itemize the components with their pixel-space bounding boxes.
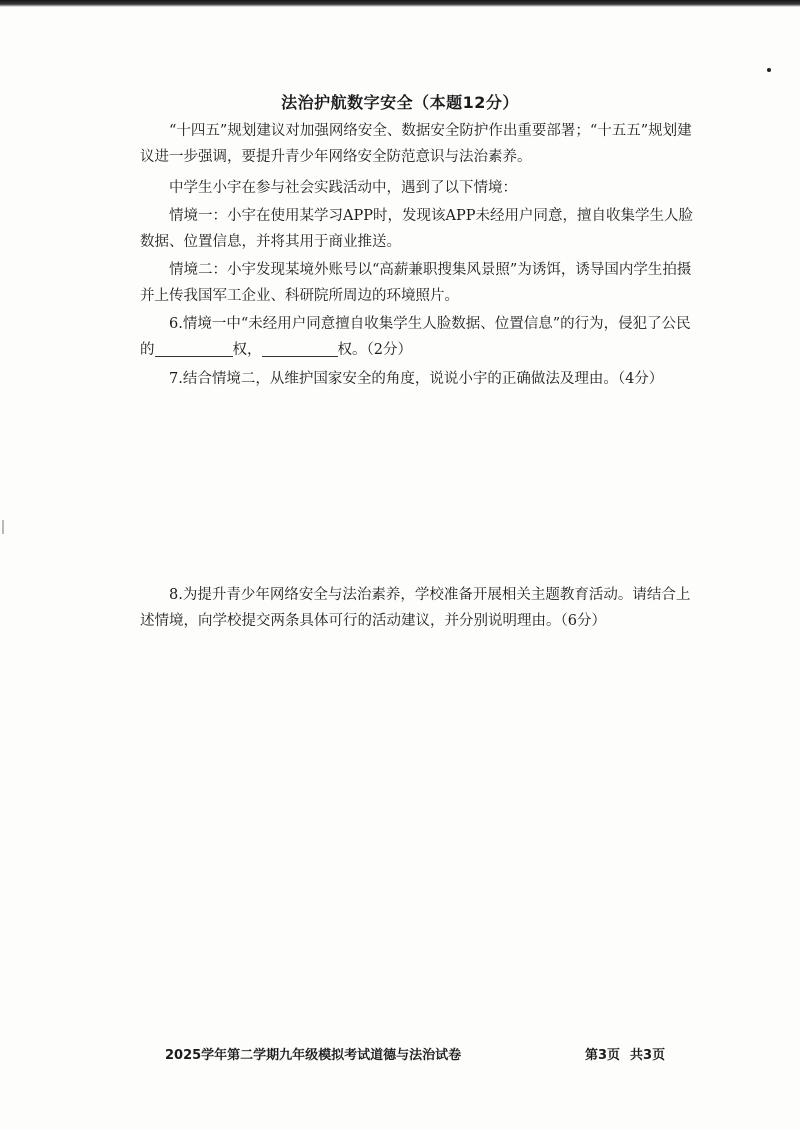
scan-shadow [0, 0, 800, 7]
page-number [585, 1044, 665, 1063]
question-6 [140, 311, 700, 363]
current-page: 第3页 [585, 1048, 621, 1063]
answer-blank-1[interactable] [155, 340, 233, 357]
total-pages: 共3页 [630, 1048, 666, 1063]
question-6-suffix-1: 权， [232, 342, 262, 358]
question-8: 8.为提升青少年网络安全与法治素养，学校准备开展相关主题教育活动。请结合上述情境，向学校提交两条具体可行的活动建议，并分别说明理由。（6分） [140, 587, 691, 629]
exam-name: 2025学年第二学期九年级模拟考试道德与法治试卷 [165, 1048, 462, 1063]
question-6-stem: 6.情境一中“未经用户同意擅自收集学生人脸数据、位置信息”的行为，侵犯了公民的 [140, 316, 691, 358]
question-title: 法治护航数字安全（本题12分） [281, 93, 519, 112]
scan-edge-mark [2, 520, 4, 534]
question-7: 7.结合情境二，从维护国家安全的角度，说说小宇的正确做法及理由。（4分） [169, 371, 664, 387]
question-6-suffix-2: 权。（2分） [337, 342, 412, 358]
scenario-two: 情境二：小宇发现某境外账号以“高薪兼职搜集风景照”为诱饵，诱导国内学生拍摄并上传我国军工企业、科研院所周边的环境照片。 [140, 262, 692, 304]
lead-paragraph: 中学生小宇在参与社会实践活动中，遇到了以下情境： [169, 180, 517, 196]
scenario-one: 情境一：小宇在使用某学习APP时，发现该APP未经用户同意，擅自收集学生人脸数据、位置信息，并将其用于商业推送。 [140, 208, 693, 250]
answer-blank-2[interactable] [262, 340, 338, 357]
intro-paragraph: “十四五”规划建议对加强网络安全、数据安全防护作出重要部署；“十五五”规划建议进一步强调，要提升青少年网络安全防范意识与法治素养。 [140, 123, 692, 165]
scan-speck [767, 68, 771, 72]
